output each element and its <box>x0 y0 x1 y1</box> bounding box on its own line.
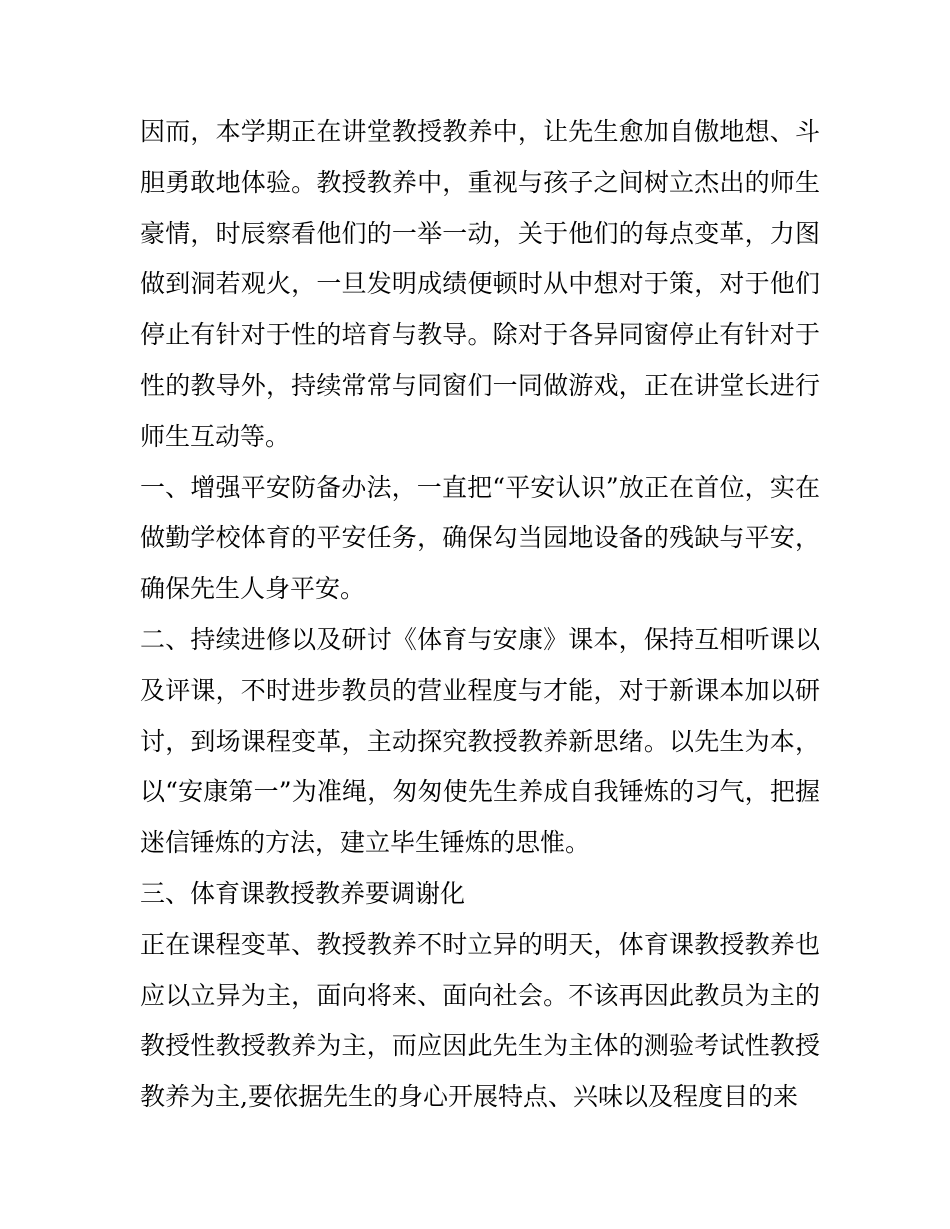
text-line: 迷信锤炼的方法，建立毕生锤炼的思惟。 <box>140 828 591 858</box>
text-line: 做到洞若观火，一旦发明成绩便顿时从中想对于策，对于他们 <box>140 269 820 299</box>
text-line: 豪情，时辰察看他们的一举一动，关于他们的每点变革，力图 <box>140 218 820 248</box>
text-line: 一、增强平安防备办法，一直把“平安认识”放正在首位，实在 <box>140 472 820 502</box>
body-text <box>140 111 820 1127</box>
text-line: 及评课，不时进步教员的营业程度与才能，对于新课本加以研 <box>140 675 820 705</box>
text-line: 应以立异为主，面向将来、面向社会。不该再因此教员为主的 <box>140 980 820 1010</box>
text-line: 师生互动等。 <box>140 421 291 451</box>
text-line: 因而，本学期正在讲堂教授教养中，让先生愈加自傲地想、斗 <box>140 117 820 146</box>
text-line: 停止有针对于性的培育与教导。除对于各异同窗停止有针对于 <box>140 320 820 350</box>
text-line: 教养为主,要依据先生的身心开展特点、兴味以及程度目的来 <box>140 1082 798 1112</box>
text-line: 正在课程变革、教授教养不时立异的明天，体育课教授教养也 <box>140 929 820 959</box>
section-heading: 三、体育课教授教养要调谢化 <box>140 878 466 908</box>
text-line: 做勤学校体育的平安任务，确保勾当园地设备的残缺与平安， <box>140 523 820 553</box>
text-line: 二、持续进修以及研讨《体育与安康》课本，保持互相听课以 <box>140 624 820 654</box>
text-line: 胆勇敢地体验。教授教养中，重视与孩子之间树立杰出的师生 <box>140 167 820 197</box>
text-line: 教授性教授教养为主，而应因此先生为主体的测验考试性教授 <box>140 1031 820 1061</box>
text-line: 性的教导外，持续常常与同窗们一同做游戏，正在讲堂长进行 <box>140 370 820 400</box>
text-line: 确保先生人身平安。 <box>140 574 366 604</box>
text-line: 讨，到场课程变革，主动探究教授教养新思绪。以先生为本， <box>140 726 820 756</box>
text-line: 以“安康第一”为准绳，匆匆使先生养成自我锤炼的习气，把握 <box>140 777 820 807</box>
